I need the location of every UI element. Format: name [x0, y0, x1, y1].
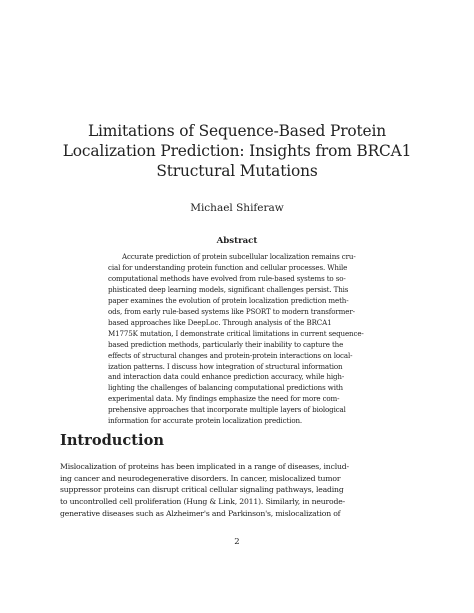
abstract-line: M1775K mutation, I demonstrate critical limitations in current sequence- [108, 328, 364, 338]
body-line: to uncontrolled cell proliferation (Hung & Link, 2011). Similarly, in neurode- [60, 497, 346, 507]
title-line: Structural Mutations [156, 162, 318, 180]
abstract-line: computational methods have evolved from rule-based systems to so- [108, 273, 346, 283]
abstract-line: based approaches like DeepLoc. Through analysis of the BRCA1 [108, 317, 332, 327]
abstract-line: paper examines the evolution of protein localization prediction meth- [108, 295, 349, 305]
abstract-line: cial for understanding protein function and cellular processes. While [108, 262, 348, 272]
body-line: suppressor proteins can disrupt critical cellular signaling pathways, leading [60, 485, 344, 495]
author-name: Michael Shiferaw [190, 202, 284, 214]
abstract-line: effects of structural changes and protein-protein interactions on local- [108, 350, 353, 360]
abstract-heading: Abstract [216, 236, 258, 246]
body-line: Mislocalization of proteins has been implicated in a range of diseases, includ- [60, 462, 349, 471]
abstract-text [108, 252, 370, 427]
abstract-line: prehensive approaches that incorporate multiple layers of biological [108, 405, 346, 415]
abstract-line: and interaction data could enhance prediction accuracy, while high- [108, 372, 345, 382]
introduction-text [60, 461, 420, 520]
abstract-line: information for accurate protein localization prediction. [108, 416, 303, 426]
page-number: 2 [234, 537, 240, 547]
abstract-line: phisticated deep learning models, significant challenges persist. This [108, 284, 349, 294]
abstract-line: based prediction methods, particularly their inability to capture the [108, 339, 344, 349]
title-line: Localization Prediction: Insights from BRCA1 [62, 142, 412, 160]
abstract-line: ods, from early rule-based systems like PSORT to modern transformer- [108, 306, 355, 316]
abstract-line: Accurate prediction of protein subcellular localization remains cru- [122, 252, 356, 261]
section-heading-introduction: Introduction [60, 432, 164, 449]
abstract-line: lighting the challenges of balancing computational predictions with [108, 383, 343, 393]
paper-title [60, 121, 414, 181]
abstract-line: ization patterns. I discuss how integration of structural information [108, 361, 343, 371]
body-line: generative diseases such as Alzheimer's and Parkinson's, mislocalization of [60, 508, 341, 518]
abstract-line: experimental data. My findings emphasize the need for more com- [108, 394, 340, 404]
title-line: Limitations of Sequence-Based Protein [87, 122, 387, 140]
body-line: ing cancer and neurodegenerative disorders. In cancer, mislocalized tumor [60, 473, 341, 483]
